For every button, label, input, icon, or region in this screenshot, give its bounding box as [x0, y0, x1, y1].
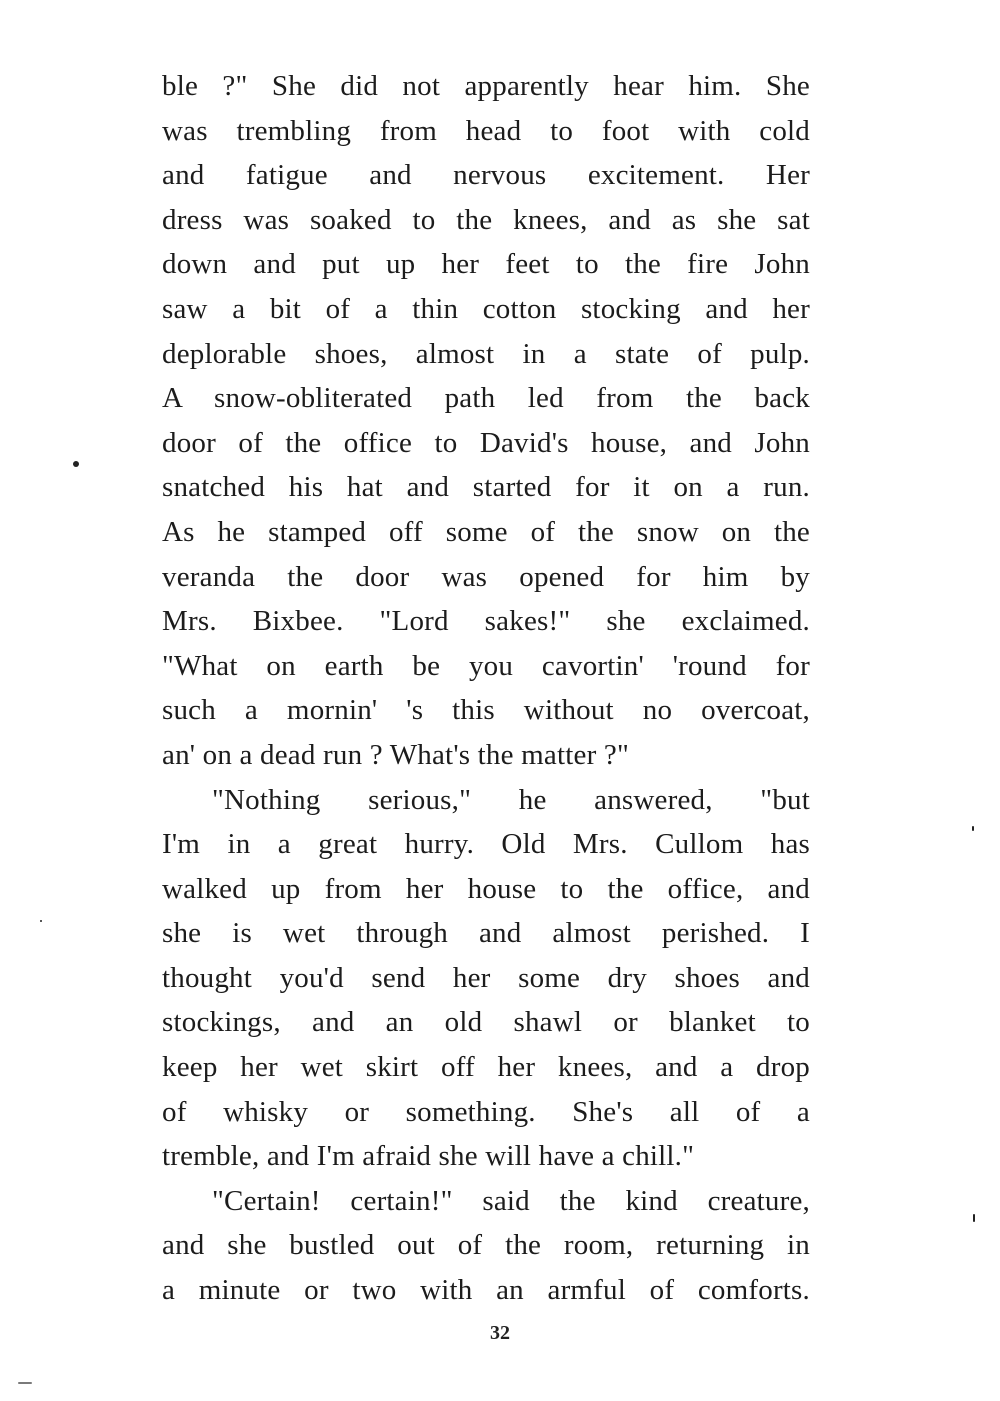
- text-line: keep her wet skirt off her knees, and a drop: [162, 1051, 810, 1084]
- text-line: dress was soaked to the knees, and as she sat: [162, 203, 810, 236]
- text-line: "What on earth be you cavortin' 'round for: [162, 649, 810, 682]
- text-line: snatched his hat and started for it on a run.: [162, 471, 810, 504]
- text-line: such a mornin' 's this without no overcoat,: [162, 694, 810, 727]
- text-line: stockings, and an old shawl or blanket to: [162, 1006, 810, 1039]
- text-line: I'm in a great hurry. Old Mrs. Cullom has: [162, 828, 810, 861]
- text-line: thought you'd send her some dry shoes and: [162, 961, 810, 994]
- text-line: and fatigue and nervous excitement. Her: [162, 159, 810, 192]
- text-line: deplorable shoes, almost in a state of pulp.: [162, 337, 810, 370]
- text-line: Mrs. Bixbee. "Lord sakes!" she exclaimed.: [162, 605, 810, 638]
- text-line: down and put up her feet to the fire John: [162, 248, 810, 281]
- text-line: "Nothing serious," he answered, "but: [212, 783, 810, 816]
- text-line: "Certain! certain!" said the kind creature,: [212, 1184, 810, 1217]
- text-line: of whisky or something. She's all of a: [162, 1095, 810, 1128]
- text-line: tremble, and I'm afraid she will have a chill.": [162, 1140, 695, 1173]
- text-line: was trembling from head to foot with cold: [162, 114, 810, 147]
- page-number: 32: [490, 1322, 510, 1344]
- text-line: ble ?" She did not apparently hear him. She: [162, 70, 810, 102]
- scan-speck: [18, 1382, 32, 1384]
- text-line: she is wet through and almost perished. I: [162, 917, 810, 950]
- text-line: As he stamped off some of the snow on the: [162, 515, 810, 548]
- scan-speck: [973, 1214, 975, 1222]
- text-line: an' on a dead run ? What's the matter ?": [162, 738, 629, 771]
- text-line: saw a bit of a thin cotton stocking and her: [162, 292, 810, 325]
- text-line: a minute or two with an armful of comforts.: [162, 1274, 810, 1307]
- text-line: walked up from her house to the office, and: [162, 872, 810, 905]
- text-line: door of the office to David's house, and John: [162, 426, 810, 459]
- scan-speck: [972, 826, 974, 831]
- scan-speck: [73, 461, 79, 467]
- scan-speck: [40, 920, 42, 922]
- text-line: A snow-obliterated path led from the back: [162, 382, 810, 415]
- text-line: veranda the door was opened for him by: [162, 560, 810, 593]
- body-text: [162, 64, 810, 1313]
- text-line: and she bustled out of the room, returning in: [162, 1229, 810, 1262]
